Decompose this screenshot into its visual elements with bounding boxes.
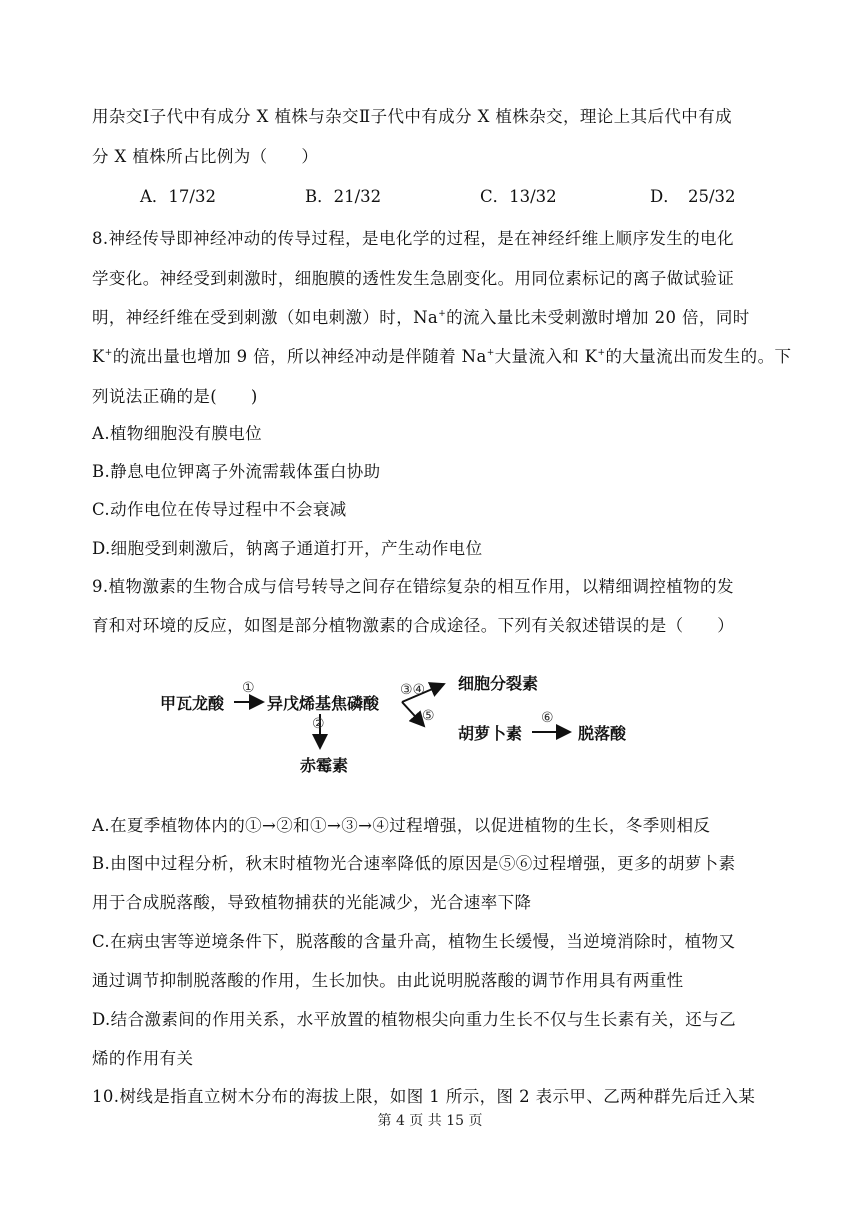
q8-option-b: B.静息电位钾离子外流需载体蛋白协助 — [92, 462, 381, 481]
node-carotene: 胡萝卜素 — [458, 724, 523, 743]
q7-option-b: B．21/32 — [305, 187, 382, 206]
q7-option-d: D． 25/32 — [650, 187, 736, 206]
step-2-label: ② — [312, 716, 325, 732]
q9-option-a: A.在夏季植物体内的①→②和①→③→④过程增强，以促进植物的生长，冬季则相反 — [92, 816, 711, 835]
hormone-synthesis-diagram — [150, 660, 670, 780]
q9-option-c-line-2: 通过调节抑制脱落酸的作用，生长加快。由此说明脱落酸的调节作用具有两重性 — [92, 971, 684, 990]
line-2: 分 X 植株所占比例为（ ） — [92, 147, 319, 166]
q8-line-4-text-c: 大量流入和 K — [494, 347, 598, 366]
q8-line-4-text-b: 的流出量也增加 9 倍，所以神经冲动是伴随着 Na — [112, 347, 487, 366]
q7-option-c: C．13/32 — [480, 187, 557, 206]
superscript-plus: + — [486, 348, 495, 358]
q8-line-4-text-d: 的大量流出而发生的。下 — [605, 347, 792, 366]
node-gibberellin: 赤霉素 — [300, 756, 349, 775]
step-5-label: ⑤ — [422, 708, 435, 724]
superscript-plus: + — [104, 348, 113, 358]
node-ipp: 异戊烯基焦磷酸 — [267, 694, 380, 713]
superscript-plus: + — [597, 348, 606, 358]
q8-line-3-text-b: 的流入量比未受刺激时增加 20 倍，同时 — [446, 308, 750, 327]
q7-option-a: A．17/32 — [140, 187, 216, 206]
q9-line-2: 育和对环境的反应，如图是部分植物激素的合成途径。下列有关叙述错误的是（ ） — [92, 616, 735, 635]
arrow-5 — [402, 702, 424, 726]
q8-line-4-text-a: K — [92, 347, 105, 366]
node-mevalonic-acid: 甲瓦龙酸 — [160, 694, 225, 713]
q9-line-1: 9.植物激素的生物合成与信号转导之间存在错综复杂的相互作用，以精细调控植物的发 — [92, 577, 734, 596]
diagram-arrows — [150, 660, 670, 780]
step-6-label: ⑥ — [541, 710, 554, 726]
q8-line-3-text-a: 明，神经纤维在受到刺激（如电刺激）时，Na — [92, 308, 439, 327]
q8-option-d: D.细胞受到刺激后，钠离子通道打开，产生动作电位 — [92, 539, 483, 558]
q8-line-2: 学变化。神经受到刺激时，细胞膜的透性发生急剧变化。用同位素标记的离子做试验证 — [92, 269, 735, 288]
q9-option-b-line-1: B.由图中过程分析，秋末时植物光合速率降低的原因是⑤⑥过程增强，更多的胡萝卜素 — [92, 854, 736, 873]
q8-line-4 — [92, 343, 791, 367]
node-cytokinin: 细胞分裂素 — [458, 674, 539, 693]
page-footer: 第 4 页 共 15 页 — [377, 1113, 483, 1129]
q8-option-a: A.植物细胞没有膜电位 — [92, 424, 263, 443]
superscript-plus: + — [438, 309, 447, 319]
q9-option-b-line-2: 用于合成脱落酸，导致植物捕获的光能减少，光合速率下降 — [92, 893, 532, 912]
step-3-4-label: ③④ — [400, 682, 426, 698]
q8-line-5: 列说法正确的是( ) — [92, 387, 258, 406]
step-1-label: ① — [242, 680, 255, 696]
q8-option-c: C.动作电位在传导过程中不会衰减 — [92, 500, 347, 519]
q9-option-c-line-1: C.在病虫害等逆境条件下，脱落酸的含量升高，植物生长缓慢，当逆境消除时，植物又 — [92, 932, 736, 951]
q9-option-d-line-2: 烯的作用有关 — [92, 1049, 194, 1068]
q9-option-d-line-1: D.结合激素间的作用关系，水平放置的植物根尖向重力生长不仅与生长素有关，还与乙 — [92, 1010, 736, 1029]
q8-line-3 — [92, 304, 750, 328]
line-1: 用杂交Ⅰ子代中有成分 X 植株与杂交Ⅱ子代中有成分 X 植株杂交，理论上其后代中有成 — [92, 107, 733, 126]
node-abscisic-acid: 脱落酸 — [578, 724, 627, 743]
q8-line-1: 8.神经传导即神经冲动的传导过程，是电化学的过程，是在神经纤维上顺序发生的电化 — [92, 229, 734, 248]
q10-line-1: 10.树线是指直立树木分布的海拔上限，如图 1 所示，图 2 表示甲、乙两种群先后迁入某 — [92, 1087, 756, 1106]
